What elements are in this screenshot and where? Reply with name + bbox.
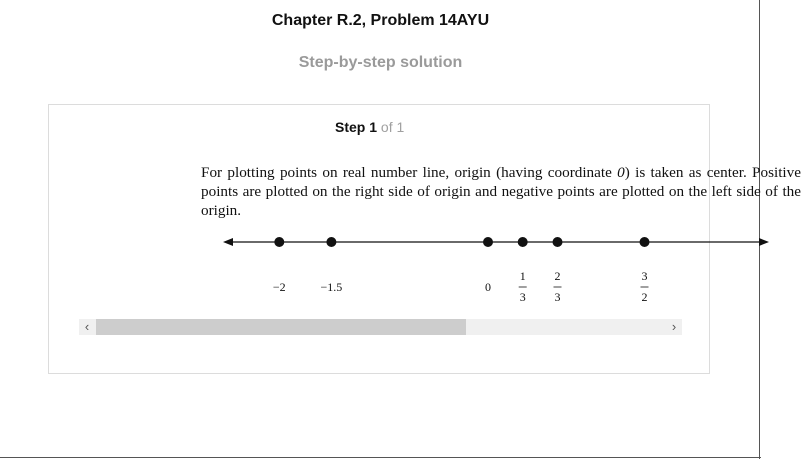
step-total: of 1	[380, 119, 405, 135]
step-label: Step	[335, 119, 366, 135]
fraction-denominator: 3	[519, 290, 526, 304]
number-line-point	[483, 237, 493, 247]
number-line-point	[553, 237, 563, 247]
number-line-left-arrow	[223, 238, 233, 246]
number-line-label: −2	[272, 280, 286, 294]
solution-paragraph	[201, 163, 801, 220]
scrollbar-thumb[interactable]	[96, 319, 466, 335]
number-line-label: −1.5	[320, 280, 343, 294]
origin-coordinate: 0	[617, 164, 625, 181]
solution-card	[48, 104, 801, 374]
horizontal-scrollbar[interactable]	[79, 319, 682, 335]
fraction-numerator: 3	[641, 269, 648, 283]
number-line-point	[640, 237, 650, 247]
scroll-left-arrow-icon[interactable]: ‹	[84, 319, 90, 334]
number-line-point	[518, 237, 528, 247]
fraction-denominator: 3	[554, 290, 561, 304]
solution-text-part-2: ) is taken as center. Positive points are plotted on the right side of origin and negative points are plotted on the left side of the origin.	[201, 164, 801, 219]
fraction-numerator: 2	[554, 269, 561, 283]
number-line-marks	[273, 237, 650, 304]
chapter-title: Chapter R.2, Problem 14AYU	[271, 12, 490, 29]
solution-scroll-area[interactable]	[201, 163, 801, 311]
fraction-denominator: 2	[641, 290, 648, 304]
number-line-diagram	[201, 229, 801, 309]
number-line-point	[274, 237, 284, 247]
window-border-bottom	[0, 457, 761, 458]
step-number: 1	[369, 119, 378, 135]
number-line-right-arrow	[759, 238, 769, 246]
solution-text-part-1: For plotting points on real number line, origin (having coordinate	[201, 164, 618, 181]
number-line-label: 0	[485, 280, 491, 294]
number-line-point	[326, 237, 336, 247]
solution-subtitle: Step-by-step solution	[298, 54, 463, 71]
scroll-right-arrow-icon[interactable]: ›	[671, 319, 677, 334]
fraction-numerator: 1	[519, 269, 526, 283]
step-header	[335, 119, 404, 135]
